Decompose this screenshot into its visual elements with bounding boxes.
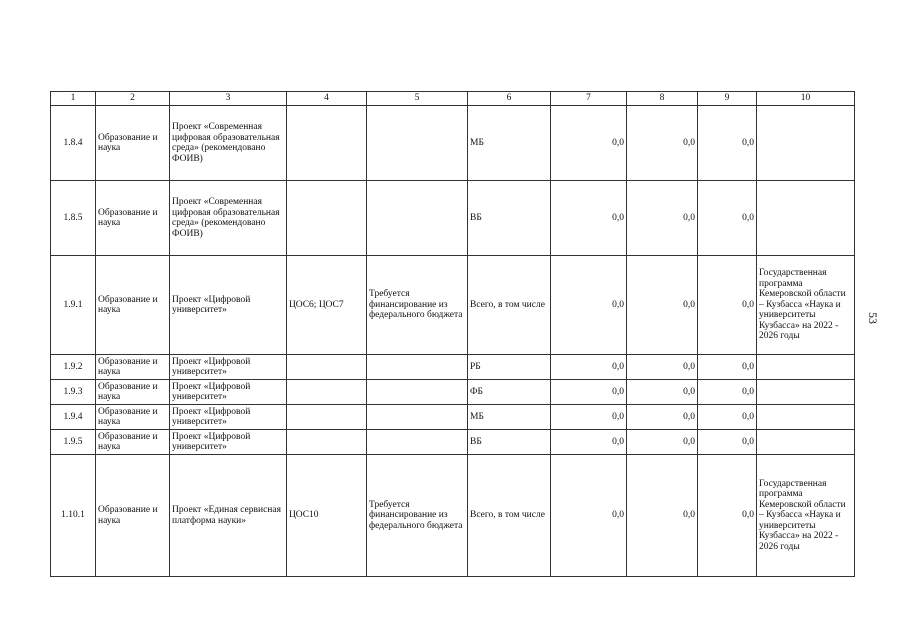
source-cell: ВБ xyxy=(468,181,551,256)
code-cell xyxy=(287,106,367,181)
table-row xyxy=(51,256,855,355)
table-row xyxy=(51,430,855,455)
row-number: 1.10.1 xyxy=(51,455,96,577)
column-header: 4 xyxy=(287,92,367,106)
value-cell: 0,0 xyxy=(627,455,698,577)
value-cell: 0,0 xyxy=(698,455,757,577)
table-row xyxy=(51,455,855,577)
value-cell: 0,0 xyxy=(698,430,757,455)
column-number-row xyxy=(51,92,855,106)
area-cell: Образование и наука xyxy=(96,181,170,256)
project-cell: Проект «Современная цифровая образовательная среда» (рекомендовано ФОИВ) xyxy=(170,106,287,181)
project-cell: Проект «Цифровой университет» xyxy=(170,405,287,430)
project-cell: Проект «Цифровой университет» xyxy=(170,256,287,355)
value-cell: 0,0 xyxy=(551,430,627,455)
note-cell xyxy=(367,430,468,455)
value-cell: 0,0 xyxy=(627,430,698,455)
value-cell: 0,0 xyxy=(698,106,757,181)
note-cell xyxy=(367,405,468,430)
row-number: 1.8.4 xyxy=(51,106,96,181)
area-cell: Образование и наука xyxy=(96,430,170,455)
value-cell: 0,0 xyxy=(551,106,627,181)
value-cell: 0,0 xyxy=(551,455,627,577)
value-cell: 0,0 xyxy=(627,355,698,380)
value-cell: 0,0 xyxy=(627,405,698,430)
value-cell: 0,0 xyxy=(698,405,757,430)
row-number: 1.8.5 xyxy=(51,181,96,256)
financing-table xyxy=(50,91,855,577)
table-row xyxy=(51,405,855,430)
note-cell xyxy=(367,106,468,181)
column-header: 2 xyxy=(96,92,170,106)
table-row xyxy=(51,380,855,405)
source-cell: Всего, в том числе xyxy=(468,455,551,577)
value-cell: 0,0 xyxy=(627,181,698,256)
area-cell: Образование и наука xyxy=(96,106,170,181)
column-header: 7 xyxy=(551,92,627,106)
note-cell: Требуется финансирование из федерального бюджета xyxy=(367,455,468,577)
column-header: 3 xyxy=(170,92,287,106)
note-cell xyxy=(367,181,468,256)
code-cell: ЦОС6; ЦОС7 xyxy=(287,256,367,355)
table-row xyxy=(51,106,855,181)
value-cell: 0,0 xyxy=(698,181,757,256)
code-cell xyxy=(287,380,367,405)
value-cell: 0,0 xyxy=(698,380,757,405)
area-cell: Образование и наука xyxy=(96,256,170,355)
code-cell xyxy=(287,355,367,380)
row-number: 1.9.1 xyxy=(51,256,96,355)
program-cell xyxy=(757,430,855,455)
project-cell: Проект «Современная цифровая образовательная среда» (рекомендовано ФОИВ) xyxy=(170,181,287,256)
source-cell: РБ xyxy=(468,355,551,380)
column-header: 5 xyxy=(367,92,468,106)
column-header: 10 xyxy=(757,92,855,106)
value-cell: 0,0 xyxy=(627,106,698,181)
row-number: 1.9.4 xyxy=(51,405,96,430)
column-header: 6 xyxy=(468,92,551,106)
source-cell: МБ xyxy=(468,405,551,430)
value-cell: 0,0 xyxy=(551,380,627,405)
page-number: 53 xyxy=(866,312,880,324)
source-cell: ВБ xyxy=(468,430,551,455)
code-cell xyxy=(287,430,367,455)
value-cell: 0,0 xyxy=(698,256,757,355)
program-cell xyxy=(757,355,855,380)
project-cell: Проект «Единая сервисная платформа науки» xyxy=(170,455,287,577)
program-cell: Государственная программа Кемеровской области – Кузбасса «Наука и университеты Кузбасса» на 2022 - 2026 годы xyxy=(757,455,855,577)
project-cell: Проект «Цифровой университет» xyxy=(170,380,287,405)
source-cell: Всего, в том числе xyxy=(468,256,551,355)
project-cell: Проект «Цифровой университет» xyxy=(170,355,287,380)
note-cell xyxy=(367,380,468,405)
value-cell: 0,0 xyxy=(627,380,698,405)
table-row xyxy=(51,355,855,380)
program-cell: Государственная программа Кемеровской области – Кузбасса «Наука и университеты Кузбасса» на 2022 - 2026 годы xyxy=(757,256,855,355)
area-cell: Образование и наука xyxy=(96,405,170,430)
column-header: 8 xyxy=(627,92,698,106)
value-cell: 0,0 xyxy=(698,355,757,380)
note-cell: Требуется финансирование из федерального бюджета xyxy=(367,256,468,355)
code-cell: ЦОС10 xyxy=(287,455,367,577)
note-cell xyxy=(367,355,468,380)
code-cell xyxy=(287,405,367,430)
program-cell xyxy=(757,405,855,430)
area-cell: Образование и наука xyxy=(96,455,170,577)
value-cell: 0,0 xyxy=(551,355,627,380)
area-cell: Образование и наука xyxy=(96,380,170,405)
value-cell: 0,0 xyxy=(551,181,627,256)
area-cell: Образование и наука xyxy=(96,355,170,380)
code-cell xyxy=(287,181,367,256)
source-cell: МБ xyxy=(468,106,551,181)
value-cell: 0,0 xyxy=(551,405,627,430)
value-cell: 0,0 xyxy=(551,256,627,355)
column-header: 9 xyxy=(698,92,757,106)
row-number: 1.9.5 xyxy=(51,430,96,455)
table-row xyxy=(51,181,855,256)
program-cell xyxy=(757,106,855,181)
row-number: 1.9.3 xyxy=(51,380,96,405)
row-number: 1.9.2 xyxy=(51,355,96,380)
project-cell: Проект «Цифровой университет» xyxy=(170,430,287,455)
program-cell xyxy=(757,181,855,256)
column-header: 1 xyxy=(51,92,96,106)
source-cell: ФБ xyxy=(468,380,551,405)
program-cell xyxy=(757,380,855,405)
value-cell: 0,0 xyxy=(627,256,698,355)
